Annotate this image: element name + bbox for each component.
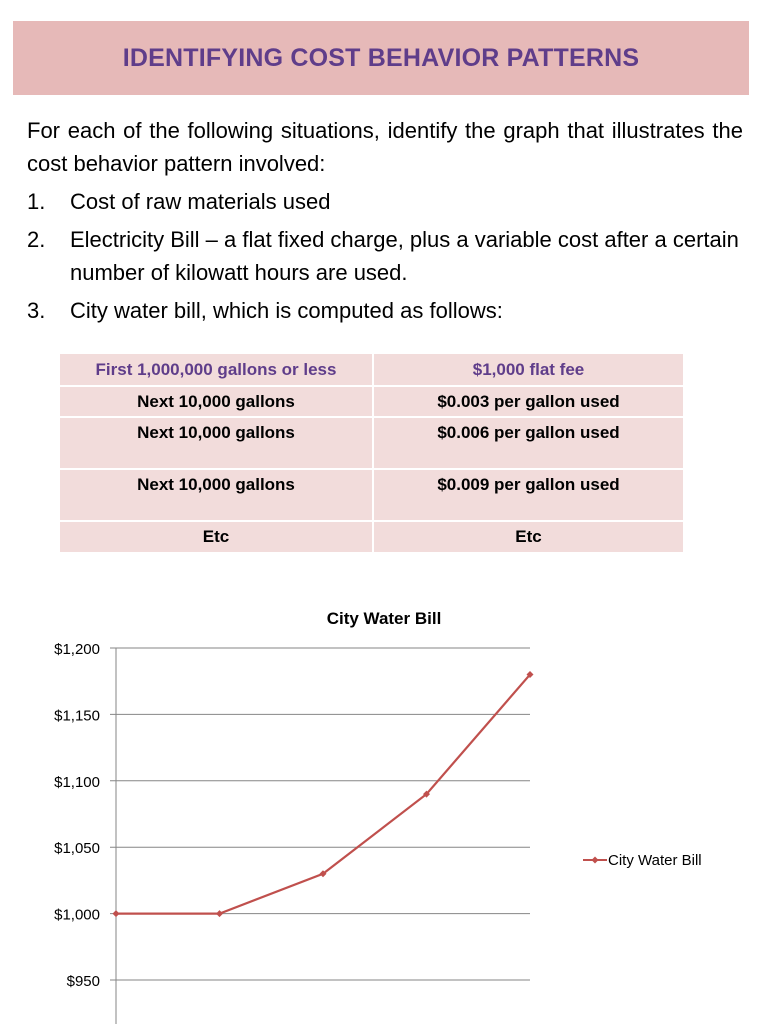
- y-tick-label: $1,150: [54, 707, 100, 725]
- table-cell: $0.003 per gallon used: [373, 386, 684, 417]
- list-item: [27, 223, 743, 289]
- chart-title: City Water Bill: [326, 609, 442, 628]
- list-number: 2.: [27, 227, 46, 252]
- y-tick-label: $1,200: [54, 641, 100, 658]
- y-tick-label: $1,050: [54, 840, 100, 858]
- title-banner: [13, 21, 749, 95]
- list-number: 3.: [27, 298, 46, 323]
- table-cell: Etc: [59, 521, 373, 553]
- table-cell: $0.006 per gallon used: [373, 417, 684, 469]
- legend-marker: [592, 857, 599, 864]
- table-cell: Etc: [373, 521, 684, 553]
- grid-lines: [110, 648, 530, 980]
- water-rate-table: [58, 352, 685, 554]
- list-text: City water bill, which is computed as follows:: [70, 298, 503, 323]
- list-number: 1.: [27, 189, 46, 214]
- series-line: [116, 675, 530, 914]
- y-tick-label: $1,100: [54, 773, 100, 791]
- legend-label: City Water Bill: [608, 852, 702, 869]
- water-bill-chart: [0, 590, 768, 1024]
- table-row: [59, 521, 684, 553]
- data-point: [216, 910, 223, 917]
- list-item: [27, 185, 743, 218]
- table-cell: $0.009 per gallon used: [373, 469, 684, 521]
- list-text: Electricity Bill – a flat fixed charge, plus a variable cost after a certain number of kilowatt hours are used.: [70, 227, 739, 285]
- table-header-cell: $1,000 flat fee: [373, 353, 684, 386]
- y-tick-label: $1,000: [54, 906, 100, 924]
- y-tick-label: $950: [66, 973, 100, 990]
- table-cell: Next 10,000 gallons: [59, 469, 373, 521]
- list-item: [27, 294, 743, 327]
- data-point: [113, 910, 120, 917]
- chart-area: [0, 590, 768, 1024]
- table-row: [59, 469, 684, 521]
- page-title: IDENTIFYING COST BEHAVIOR PATTERNS: [122, 43, 640, 72]
- table-cell: Next 10,000 gallons: [59, 386, 373, 417]
- table-header-row: [59, 353, 684, 386]
- legend: [583, 852, 702, 869]
- series-city-water-bill: [113, 671, 534, 917]
- intro-text: For each of the following situations, identify the graph that illustrates the cost behavior pattern involved:: [27, 118, 743, 176]
- table-row: [59, 417, 684, 469]
- table-row: [59, 386, 684, 417]
- list-text: Cost of raw materials used: [70, 189, 331, 214]
- table-header-cell: First 1,000,000 gallons or less: [59, 353, 373, 386]
- situation-list: [27, 185, 743, 332]
- table-cell: Next 10,000 gallons: [59, 417, 373, 469]
- y-tick-labels: [54, 641, 100, 990]
